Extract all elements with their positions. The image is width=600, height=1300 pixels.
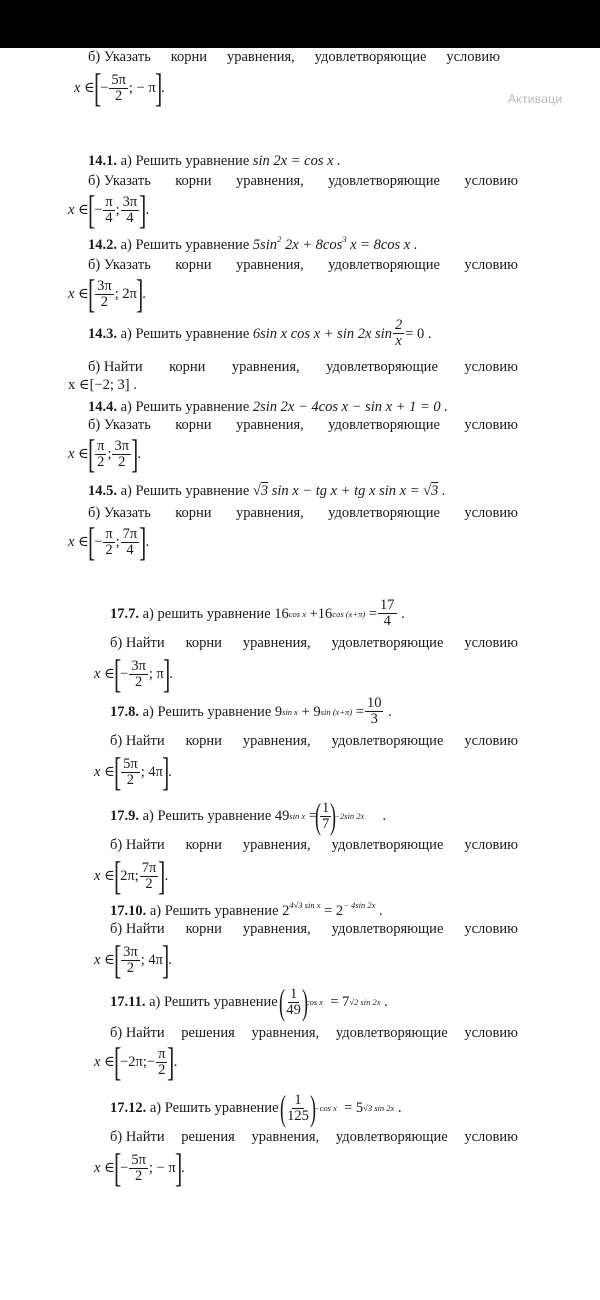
word: уравнения, bbox=[235, 257, 304, 273]
left-bracket: [ bbox=[113, 749, 122, 794]
eq-part: 16 bbox=[274, 605, 289, 622]
semicolon: ; bbox=[142, 1054, 147, 1070]
right-bracket: ] bbox=[139, 187, 147, 232]
problem-17-12-interval bbox=[94, 1145, 185, 1190]
problem-17-11-part-a: 17.11. а) Решить уравнение ( $\frac{1}{49}$ ) cos x = 7 √2 sin 2x . bbox=[110, 982, 388, 1022]
word: корни bbox=[185, 635, 222, 651]
period: . bbox=[168, 764, 172, 780]
denominator: 4 bbox=[126, 541, 134, 558]
word: корни bbox=[175, 417, 212, 433]
eq-part: = 5 bbox=[344, 1100, 364, 1116]
problem-17-9-interval bbox=[94, 853, 169, 898]
word: условию bbox=[464, 505, 518, 521]
fraction bbox=[365, 696, 384, 727]
part-a-text: а) Решить уравнение bbox=[120, 325, 250, 342]
problem-14-5-part-b bbox=[88, 504, 518, 522]
x-in: x ∈ bbox=[68, 534, 89, 550]
fraction bbox=[140, 861, 159, 892]
x-in: x ∈ bbox=[94, 1054, 115, 1070]
word: б) Найти bbox=[110, 635, 165, 651]
word: уравнения, bbox=[251, 1025, 320, 1041]
fraction bbox=[129, 659, 148, 690]
exponent: 2 bbox=[277, 234, 282, 244]
denominator: 2 bbox=[114, 87, 123, 104]
part-a-text: а) Решить уравнение bbox=[149, 903, 279, 919]
minus: − bbox=[120, 1160, 129, 1176]
word: б) Найти bbox=[110, 837, 165, 853]
fraction bbox=[109, 73, 128, 104]
numerator: 7π bbox=[122, 525, 138, 542]
word: решения bbox=[181, 1129, 235, 1145]
word: корни bbox=[170, 49, 208, 65]
period: . bbox=[168, 952, 172, 968]
word: корни bbox=[175, 257, 212, 273]
x-in: x ∈ bbox=[94, 868, 115, 884]
eq-part: +16 bbox=[309, 605, 333, 622]
eq-part: + 9 bbox=[301, 703, 321, 720]
problem-17-10-part-a bbox=[110, 902, 383, 920]
problem-14-3-interval: x ∈[−2; 3] . bbox=[68, 377, 137, 393]
problem-14-1-interval bbox=[68, 187, 150, 232]
problem-number: 14.2. bbox=[88, 237, 117, 253]
word: б) Указать bbox=[88, 173, 151, 189]
part-a-text: а) Решить уравнение bbox=[120, 237, 250, 253]
equation bbox=[252, 234, 418, 253]
x-in: x ∈ bbox=[94, 952, 115, 968]
problem-14-4-part-b bbox=[88, 416, 518, 434]
period: . bbox=[137, 446, 142, 462]
left-bracket: [ bbox=[93, 65, 102, 110]
word: уравнения, bbox=[242, 635, 311, 651]
denominator: 4 bbox=[383, 613, 391, 629]
problem-14-5-interval bbox=[68, 519, 150, 564]
word: б) Найти bbox=[110, 733, 165, 749]
word: корни bbox=[175, 505, 212, 521]
semicolon: ; bbox=[128, 80, 133, 96]
denominator: 2 bbox=[134, 1167, 143, 1184]
word: уравнения, bbox=[226, 49, 295, 65]
right-paren: ) bbox=[301, 982, 308, 1022]
denominator: x bbox=[395, 333, 402, 349]
left-bracket: [ bbox=[87, 187, 96, 232]
left-bracket: [ bbox=[113, 937, 122, 982]
problem-number: 14.4. bbox=[88, 399, 117, 415]
problem-17-10-interval bbox=[94, 937, 172, 982]
problem-17-12-part-a: 17.12. а) Решить уравнение ( $\frac{1}{125}$ ) −cos x = 5 √3 sin 2x . bbox=[110, 1088, 402, 1128]
right-bracket: ] bbox=[162, 651, 171, 696]
problem-number: 17.10. bbox=[110, 903, 147, 919]
left-bracket: [ bbox=[113, 853, 122, 898]
part-a-text: а) Решить уравнение bbox=[120, 153, 250, 169]
numerator: 1 bbox=[322, 799, 330, 816]
period: . bbox=[379, 903, 383, 919]
fraction bbox=[121, 195, 140, 226]
fraction bbox=[284, 987, 303, 1018]
right-bound: π bbox=[156, 666, 164, 682]
right-paren: ) bbox=[330, 796, 337, 836]
x-in: x ∈ bbox=[68, 202, 89, 218]
part-a-text: а) Решить уравнение bbox=[142, 703, 272, 720]
fraction bbox=[129, 1153, 148, 1184]
denominator: 3 bbox=[370, 711, 378, 727]
period: . bbox=[388, 703, 392, 720]
problem-17-7-part-a: 17.7. а) решить уравнение 16 cos x +16 cos (x+π) = $\frac{17}{4}$ . bbox=[110, 597, 405, 629]
eq-part: = 2 bbox=[324, 903, 344, 919]
word: корни bbox=[185, 921, 222, 937]
period: . bbox=[397, 1100, 402, 1116]
problem-14-3-part-a bbox=[88, 318, 432, 349]
semicolon: ; bbox=[140, 952, 145, 968]
left-bracket: [ bbox=[87, 431, 96, 476]
numerator: 3π bbox=[123, 943, 138, 960]
word: условию bbox=[464, 359, 518, 375]
problem-17-8-part-b bbox=[110, 732, 518, 750]
fraction bbox=[103, 195, 114, 226]
problem-17-9-part-a: 17.9. а) Решить уравнение 49 sin x = ( $\frac{1}{7}$ ) −2sin 2x . bbox=[110, 796, 387, 836]
eq-part: 49 bbox=[274, 808, 290, 824]
word: б) Указать bbox=[88, 49, 151, 65]
denominator: 2 bbox=[97, 453, 105, 470]
right-bracket: ] bbox=[131, 431, 139, 476]
word: уравнения, bbox=[242, 733, 311, 749]
denominator: 2 bbox=[126, 959, 135, 976]
problem-17-11-interval bbox=[94, 1039, 178, 1084]
top-fragment-interval bbox=[74, 65, 165, 110]
equation: √3 sin x − tg x + tg x sin x = √3 . bbox=[252, 483, 446, 499]
left-bracket: [ bbox=[87, 271, 96, 316]
eq-part: x = 8cos x . bbox=[350, 237, 418, 253]
eq-part: 2 bbox=[282, 903, 290, 919]
right-bound: 2π bbox=[122, 286, 137, 302]
problem-number: 14.3. bbox=[88, 325, 117, 342]
semicolon: ; bbox=[140, 764, 145, 780]
right-bound: 4π bbox=[148, 764, 163, 780]
problem-17-7-part-b bbox=[110, 634, 518, 652]
x-in: x ∈ bbox=[68, 286, 89, 302]
problem-17-8-part-a: 17.8. а) Решить уравнение 9 sin x + 9 sin (x+π) = $\frac{10}{3}$ . bbox=[110, 695, 392, 727]
eq-part: . bbox=[438, 483, 446, 499]
problem-number: 17.11. bbox=[110, 994, 146, 1010]
right-bracket: ] bbox=[139, 519, 147, 564]
word: условию bbox=[464, 1129, 518, 1145]
word: удовлетворяющие bbox=[331, 635, 444, 651]
period: . bbox=[401, 605, 405, 622]
x-in: x ∈ bbox=[68, 446, 89, 462]
word: удовлетворяющие bbox=[335, 1025, 448, 1041]
problem-14-2-interval bbox=[68, 271, 146, 316]
problem-number: 17.12. bbox=[110, 1100, 147, 1116]
fraction bbox=[103, 527, 114, 558]
denominator: 7 bbox=[322, 815, 330, 832]
fraction bbox=[121, 757, 140, 788]
word: условию bbox=[464, 417, 518, 433]
numerator: π bbox=[158, 1045, 166, 1062]
word: условию bbox=[464, 733, 518, 749]
activation-watermark: Активаци bbox=[508, 92, 563, 106]
exponent: 4√3 sin x bbox=[289, 900, 321, 910]
problem-14-3-part-b bbox=[88, 358, 518, 376]
problem-17-10-part-b bbox=[110, 920, 518, 938]
denominator: 4 bbox=[105, 209, 113, 226]
eq-part: = 7 bbox=[330, 994, 350, 1010]
left-bound: 2π bbox=[120, 868, 135, 884]
numerator: 17 bbox=[380, 597, 395, 613]
word: корни bbox=[185, 733, 222, 749]
fraction bbox=[156, 1047, 167, 1078]
denominator: 2 bbox=[158, 1061, 166, 1078]
radicand: 3 bbox=[260, 483, 269, 499]
top-fragment-part-b bbox=[88, 48, 500, 66]
eq-part: 5sin bbox=[252, 237, 278, 253]
word: удовлетворяющие bbox=[331, 733, 444, 749]
semicolon: ; bbox=[134, 868, 139, 884]
minus: − bbox=[94, 534, 103, 550]
part-a-text: а) решить уравнение bbox=[142, 605, 271, 622]
problem-17-9-part-b bbox=[110, 836, 518, 854]
right-bracket: ] bbox=[154, 65, 163, 110]
problem-14-1-part-b bbox=[88, 172, 518, 190]
numerator: 5π bbox=[111, 71, 126, 88]
word: уравнения, bbox=[235, 505, 304, 521]
equation: sin 2x = cos x . bbox=[252, 153, 341, 169]
word: уравнения, bbox=[231, 359, 300, 375]
problem-17-8-interval bbox=[94, 749, 172, 794]
word: б) Найти bbox=[110, 921, 165, 937]
problem-number: 14.1. bbox=[88, 153, 117, 169]
fraction bbox=[378, 598, 397, 629]
word: б) Найти bbox=[88, 359, 143, 375]
word: б) Найти bbox=[110, 1129, 165, 1145]
denominator: 4 bbox=[126, 209, 134, 226]
word: уравнения, bbox=[242, 921, 311, 937]
fraction bbox=[121, 945, 140, 976]
part-a-text: а) Решить уравнение bbox=[149, 1100, 279, 1116]
eq-part: = bbox=[355, 703, 364, 720]
word: решения bbox=[181, 1025, 235, 1041]
denominator: 2 bbox=[145, 875, 153, 892]
period: . bbox=[169, 666, 173, 682]
denominator: 2 bbox=[100, 293, 109, 310]
numerator: 5π bbox=[123, 755, 138, 772]
status-bar bbox=[0, 0, 600, 48]
minus: − bbox=[120, 666, 129, 682]
x-in: x ∈ bbox=[94, 666, 115, 682]
right-bracket: ] bbox=[161, 749, 170, 794]
fraction bbox=[95, 439, 106, 470]
eq-part: 6sin x cos x + sin 2x sin bbox=[252, 325, 392, 342]
problem-14-2-part-a bbox=[88, 236, 418, 254]
word: корни bbox=[175, 173, 212, 189]
word: удовлетворяющие bbox=[314, 49, 427, 65]
numerator: π bbox=[105, 525, 113, 542]
period: . bbox=[142, 286, 146, 302]
denominator: 2 bbox=[126, 771, 135, 788]
x-in: x ∈ bbox=[94, 1160, 115, 1176]
semicolon: ; bbox=[107, 446, 112, 462]
word: удовлетворяющие bbox=[328, 257, 440, 273]
problem-17-12-part-b bbox=[110, 1128, 518, 1146]
word: удовлетворяющие bbox=[328, 505, 440, 521]
problem-14-4-interval bbox=[68, 431, 142, 476]
numerator: 1 bbox=[294, 1091, 302, 1108]
left-bracket: [ bbox=[113, 1039, 122, 1084]
word: уравнения, bbox=[251, 1129, 320, 1145]
word: корни bbox=[169, 359, 206, 375]
eq-part: 9 bbox=[274, 703, 283, 720]
equation: 2sin 2x − 4cos x − sin x + 1 = 0 . bbox=[252, 399, 448, 415]
word: удовлетворяющие bbox=[331, 837, 444, 853]
problem-number: 17.8. bbox=[110, 703, 139, 720]
word: условию bbox=[446, 49, 500, 65]
right-bracket: ] bbox=[158, 853, 166, 898]
word: корни bbox=[185, 837, 222, 853]
part-a-text: а) Решить уравнение bbox=[120, 483, 250, 499]
semicolon: ; bbox=[115, 202, 120, 218]
right-bracket: ] bbox=[161, 937, 170, 982]
right-paren: ) bbox=[309, 1088, 316, 1128]
denominator: 125 bbox=[287, 1107, 309, 1124]
eq-part: = bbox=[368, 605, 378, 622]
word: уравнения, bbox=[242, 837, 311, 853]
period: . bbox=[382, 808, 387, 824]
numerator: 3π bbox=[131, 657, 146, 674]
eq-part: = bbox=[308, 808, 318, 824]
numerator: 3π bbox=[122, 193, 138, 210]
left-bracket: [ bbox=[113, 1145, 122, 1190]
fraction bbox=[121, 527, 140, 558]
right-bracket: ] bbox=[174, 1145, 183, 1190]
denominator: 2 bbox=[118, 453, 126, 470]
word: удовлетворяющие bbox=[326, 359, 438, 375]
minus: − bbox=[100, 80, 109, 96]
eq-part: sin x − tg x + tg x sin x = bbox=[271, 483, 420, 499]
numerator: 3π bbox=[97, 277, 112, 294]
word: уравнения, bbox=[235, 417, 304, 433]
word: удовлетворяющие bbox=[331, 921, 444, 937]
semicolon: ; bbox=[148, 666, 153, 682]
period: . bbox=[181, 1160, 185, 1176]
word: условию bbox=[464, 635, 518, 651]
part-a-text: а) Решить уравнение bbox=[120, 399, 250, 415]
denominator: 49 bbox=[286, 1001, 301, 1018]
word: условию bbox=[464, 921, 518, 937]
period: . bbox=[164, 868, 169, 884]
period: . bbox=[145, 202, 150, 218]
fraction bbox=[285, 1093, 311, 1124]
problem-14-4-part-a bbox=[88, 398, 448, 416]
eq-part: = 0 . bbox=[405, 325, 432, 342]
problem-14-5-part-a bbox=[88, 482, 446, 500]
word: удовлетворяющие bbox=[328, 417, 440, 433]
fraction bbox=[393, 318, 404, 349]
problem-number: 14.5. bbox=[88, 483, 117, 499]
exponent: 3 bbox=[342, 234, 347, 244]
problem-number: 17.7. bbox=[110, 605, 139, 622]
left-paren: ( bbox=[280, 1088, 287, 1128]
fraction bbox=[112, 439, 131, 470]
numerator: π bbox=[97, 437, 105, 454]
numerator: 5π bbox=[131, 1151, 146, 1168]
period: . bbox=[173, 1054, 178, 1070]
exponent: − 4sin 2x bbox=[343, 900, 376, 910]
right-bracket: ] bbox=[167, 1039, 175, 1084]
word: б) Указать bbox=[88, 417, 151, 433]
period: . bbox=[161, 80, 165, 96]
numerator: 3π bbox=[114, 437, 130, 454]
problem-number: 17.9. bbox=[110, 808, 139, 824]
numerator: 7π bbox=[141, 859, 157, 876]
part-a-text: а) Решить уравнение bbox=[142, 808, 272, 824]
minus: − bbox=[146, 1054, 156, 1070]
denominator: 2 bbox=[134, 673, 143, 690]
x-in: x ∈ bbox=[94, 764, 115, 780]
numerator: π bbox=[105, 193, 113, 210]
problem-14-1-part-a bbox=[88, 152, 341, 170]
left-bound: −2π bbox=[120, 1054, 143, 1070]
right-bracket: ] bbox=[135, 271, 144, 316]
period: . bbox=[145, 534, 150, 550]
word: уравнения, bbox=[235, 173, 304, 189]
right-bound: − π bbox=[156, 1160, 176, 1176]
word: удовлетворяющие bbox=[335, 1129, 448, 1145]
word: условию bbox=[464, 173, 518, 189]
word: условию bbox=[464, 1025, 518, 1041]
period: . bbox=[384, 994, 388, 1010]
part-a-text: а) Решить уравнение bbox=[149, 994, 278, 1010]
left-paren: ( bbox=[279, 982, 286, 1022]
word: б) Указать bbox=[88, 257, 151, 273]
numerator: 10 bbox=[366, 695, 382, 711]
problem-17-7-interval bbox=[94, 651, 173, 696]
x-in: x ∈ bbox=[74, 80, 95, 96]
semicolon: ; bbox=[115, 534, 120, 550]
left-bracket: [ bbox=[87, 519, 96, 564]
left-paren: ( bbox=[315, 796, 322, 836]
radicand: 3 bbox=[431, 483, 439, 499]
right-bound: − π bbox=[136, 80, 156, 96]
word: б) Указать bbox=[88, 505, 151, 521]
minus: − bbox=[94, 202, 103, 218]
semicolon: ; bbox=[114, 286, 119, 302]
problem-14-2-part-b bbox=[88, 256, 518, 274]
word: удовлетворяющие bbox=[328, 173, 440, 189]
word: условию bbox=[464, 257, 518, 273]
numerator: 1 bbox=[289, 985, 298, 1002]
denominator: 2 bbox=[105, 541, 113, 558]
right-bound: 4π bbox=[148, 952, 163, 968]
word: условию bbox=[464, 837, 518, 853]
numerator: 2 bbox=[394, 317, 403, 333]
fraction bbox=[95, 279, 114, 310]
word: б) Найти bbox=[110, 1025, 165, 1041]
semicolon: ; bbox=[148, 1160, 153, 1176]
left-bracket: [ bbox=[113, 651, 122, 696]
eq-part: 2x + 8cos bbox=[284, 237, 343, 253]
